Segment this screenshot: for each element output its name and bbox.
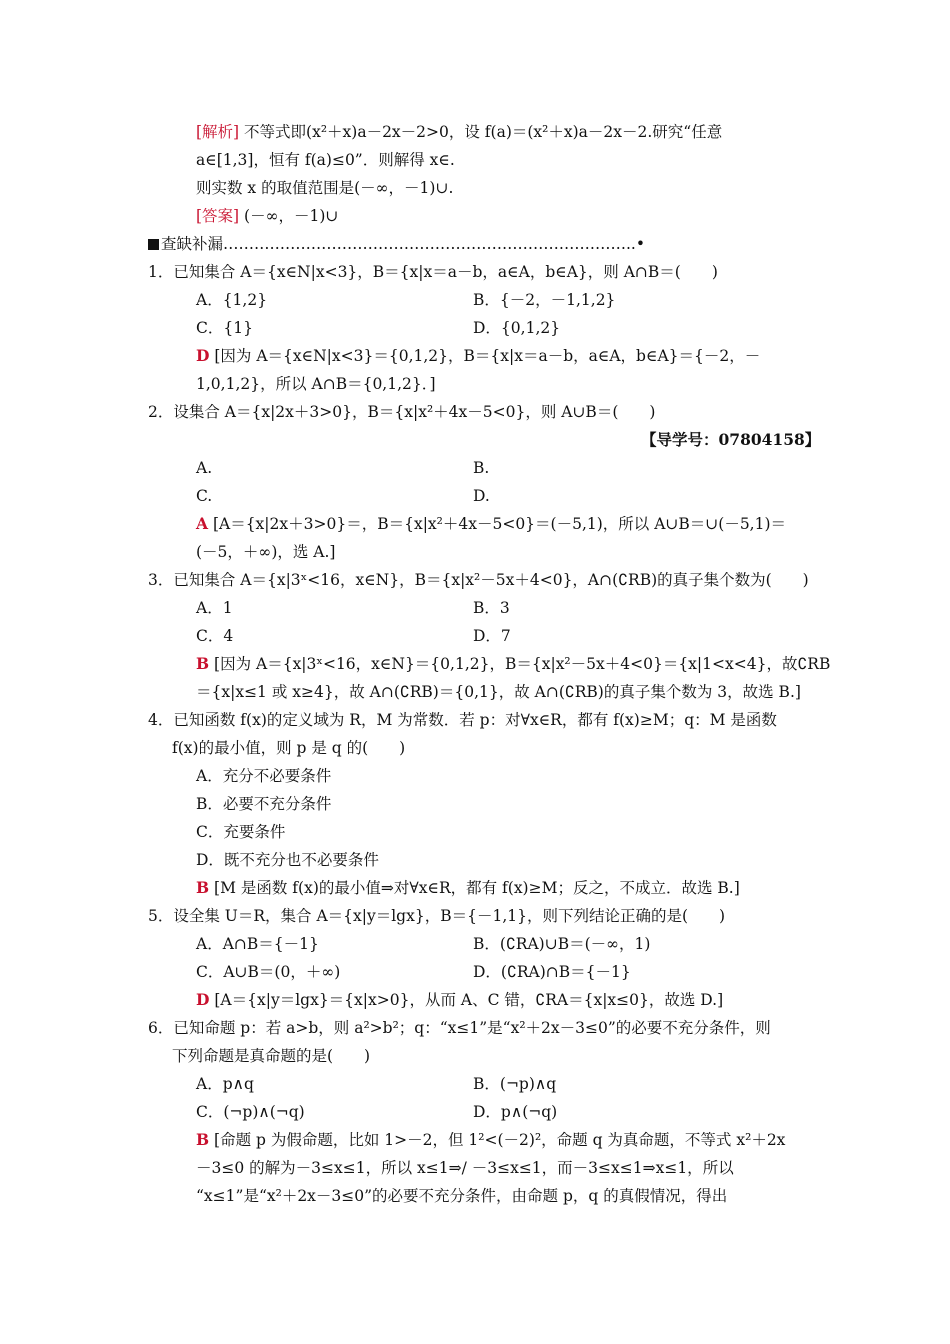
text-line — [196, 794, 331, 814]
line-text: A．{1,2} — [196, 291, 268, 309]
text-line — [473, 318, 560, 338]
line-text: 5．设全集 U＝R，集合 A＝{x|y＝lgx}，B＝{－1,1}，则下列结论正确的是( ) — [148, 907, 726, 925]
text-line — [148, 710, 777, 730]
line-text: 3．已知集合 A＝{x|3ˣ<16，x∈N}，B＝{x|x²－5x＋4<0}，A∩(∁RB)的真子集个数为( ) — [148, 571, 809, 589]
text-line — [196, 122, 722, 142]
line-text: [A＝{x|y＝lgx}＝{x|x>0}，从而 A、C 错，∁RA＝{x|x≤0}，故选 D.] — [209, 991, 724, 1009]
text-line — [473, 458, 489, 478]
text-line — [196, 1102, 305, 1122]
line-text: [因为 A＝{x∈N|x<3}＝{0,1,2}，B＝{x|x＝a－b，a∈A，b∈A}＝{－2，－ — [209, 347, 761, 365]
line-text: [A＝{x|2x＋3>0}＝，B＝{x|x²＋4x－5<0}＝(－5,1)，所以 A∪B＝∪(－5,1)＝ — [208, 515, 787, 533]
text-line — [196, 206, 338, 226]
text-line — [196, 1130, 785, 1150]
text-line — [196, 654, 830, 674]
answer-letter: A — [196, 514, 209, 533]
text-line — [196, 458, 212, 478]
text-line — [473, 934, 650, 954]
text-line — [148, 262, 718, 282]
line-text: 不等式即(x²＋x)a－2x－2>0，设 f(a)＝(x²＋x)a－2x－2.研究“任意 — [239, 123, 723, 141]
line-text: A．A∩B＝{－1} — [196, 935, 319, 953]
text-line — [148, 906, 725, 926]
line-text: C. — [196, 487, 213, 505]
text-line — [148, 402, 655, 422]
text-line — [196, 990, 723, 1010]
line-text: 6．已知命题 p：若 a>b，则 a²>b²；q：“x≤1”是“x²＋2x－3≤0”的必要不充分条件，则 — [148, 1019, 771, 1037]
text-line — [196, 1158, 734, 1178]
answer-letter: B — [196, 878, 210, 897]
text-line — [473, 1102, 557, 1122]
text-line — [196, 598, 233, 618]
answer-letter: B — [196, 1130, 210, 1149]
line-text: D．(∁RA)∩B＝{－1} — [473, 963, 631, 981]
line-text: D．7 — [473, 627, 511, 645]
line-text: D．p∧(¬q) — [473, 1103, 558, 1121]
line-text: 【导学号：07804158】 — [641, 430, 821, 449]
line-text: B. — [473, 459, 490, 477]
text-line — [196, 766, 331, 786]
text-line — [148, 570, 809, 590]
text-line — [196, 1186, 727, 1206]
text-line — [196, 542, 335, 562]
text-line — [196, 822, 285, 842]
answer-letter: D — [196, 990, 210, 1009]
text-line — [473, 1074, 556, 1094]
line-text: 1,0,1,2}，所以 A∩B＝{0,1,2}．] — [196, 375, 436, 393]
text-line — [473, 598, 510, 618]
line-text: B．3 — [473, 599, 510, 617]
line-text: A. — [196, 459, 213, 477]
line-text: 则实数 x 的取值范围是(－∞，－1)∪. — [196, 179, 454, 197]
text-line — [473, 486, 490, 506]
line-text: C．4 — [196, 627, 234, 645]
text-line — [473, 626, 511, 646]
text-line — [196, 878, 740, 898]
text-line — [196, 318, 253, 338]
text-line — [196, 290, 267, 310]
section-label: [答案] — [196, 207, 240, 225]
text-line — [196, 178, 453, 198]
text-line — [641, 430, 820, 450]
text-line — [196, 346, 760, 366]
text-line — [148, 1018, 771, 1038]
text-line — [196, 374, 436, 394]
line-text: 1．已知集合 A＝{x∈N|x<3}，B＝{x|x＝a－b，a∈A，b∈A}，则 A∩B＝( ) — [148, 263, 718, 281]
line-text: D．{0,1,2} — [473, 319, 561, 337]
text-line — [196, 514, 786, 534]
line-text: A．p∧q — [196, 1075, 254, 1093]
line-text: B．(¬p)∧q — [473, 1075, 557, 1093]
text-line — [473, 962, 631, 982]
line-text: “x≤1”是“x²＋2x－3≤0”的必要不充分条件，由命题 p，q 的真假情况，得出 — [196, 1187, 728, 1205]
line-text: 2．设集合 A＝{x|2x＋3>0}，B＝{x|x²＋4x－5<0}，则 A∪B＝( ) — [148, 403, 656, 421]
line-text: A．1 — [196, 599, 233, 617]
line-text: (－∞，－1)∪ — [239, 207, 339, 225]
answer-letter: B — [196, 654, 210, 673]
line-text: D．既不充分也不必要条件 — [196, 851, 379, 869]
text-line — [196, 150, 455, 170]
line-text: D. — [473, 487, 490, 505]
line-text: [M 是函数 f(x)的最小值⇒对∀x∈R，都有 f(x)≥M；反之，不成立．故选 B.] — [209, 879, 740, 897]
text-line — [172, 1046, 370, 1066]
text-line — [196, 626, 233, 646]
line-text: 下列命题是真命题的是( ) — [172, 1047, 371, 1065]
line-text: C．A∪B＝(0，＋∞) — [196, 963, 341, 981]
text-line — [196, 934, 319, 954]
text-line — [196, 486, 212, 506]
text-line — [172, 738, 405, 758]
line-text: [因为 A＝{x|3ˣ<16，x∈N}＝{0,1,2}，B＝{x|x²－5x＋4<0}＝{x|1<x<4}，故∁RB — [209, 655, 831, 673]
text-line — [196, 682, 801, 702]
line-text: －3≤0 的解为－3≤x≤1，所以 x≤1⇒/ －3≤x≤1，而－3≤x≤1⇒x≤1，所以 — [196, 1159, 734, 1177]
text-line — [196, 1074, 254, 1094]
line-text: f(x)的最小值，则 p 是 q 的( ) — [172, 739, 406, 757]
text-line — [196, 962, 340, 982]
section-label: [解析] — [196, 123, 240, 141]
line-text: (－5，＋∞)，选 A.] — [196, 543, 336, 561]
line-text: B．必要不充分条件 — [196, 795, 332, 813]
text-line — [148, 234, 645, 254]
text-line — [196, 850, 379, 870]
line-text: C．{1} — [196, 319, 253, 337]
answer-letter: D — [196, 346, 210, 365]
line-text: B．(∁RA)∪B＝(－∞，1) — [473, 935, 651, 953]
text-line — [473, 290, 615, 310]
square-bullet-icon — [148, 239, 159, 250]
line-text: C．充要条件 — [196, 823, 286, 841]
line-text: C．(¬p)∧(¬q) — [196, 1103, 305, 1121]
line-text: [命题 p 为假命题，比如 1>－2，但 1²<(－2)²，命题 q 为真命题，不等式 x²＋2x — [209, 1131, 786, 1149]
line-text: 4．已知函数 f(x)的定义域为 R，M 为常数．若 p：对∀x∈R，都有 f(x)≥M；q：M 是函数 — [148, 711, 777, 729]
line-text: ＝{x|x≤1 或 x≥4}，故 A∩(∁RB)＝{0,1}，故 A∩(∁RB)的真子集个数为 3，故选 B.] — [196, 683, 801, 701]
line-text: 查缺补漏……………………………………………………………………..• — [161, 235, 645, 253]
line-text: B．{－2，－1,1,2} — [473, 291, 616, 309]
line-text: A．充分不必要条件 — [196, 767, 332, 785]
line-text: a∈[1,3]，恒有 f(a)≤0”．则解得 x∈. — [196, 151, 455, 169]
